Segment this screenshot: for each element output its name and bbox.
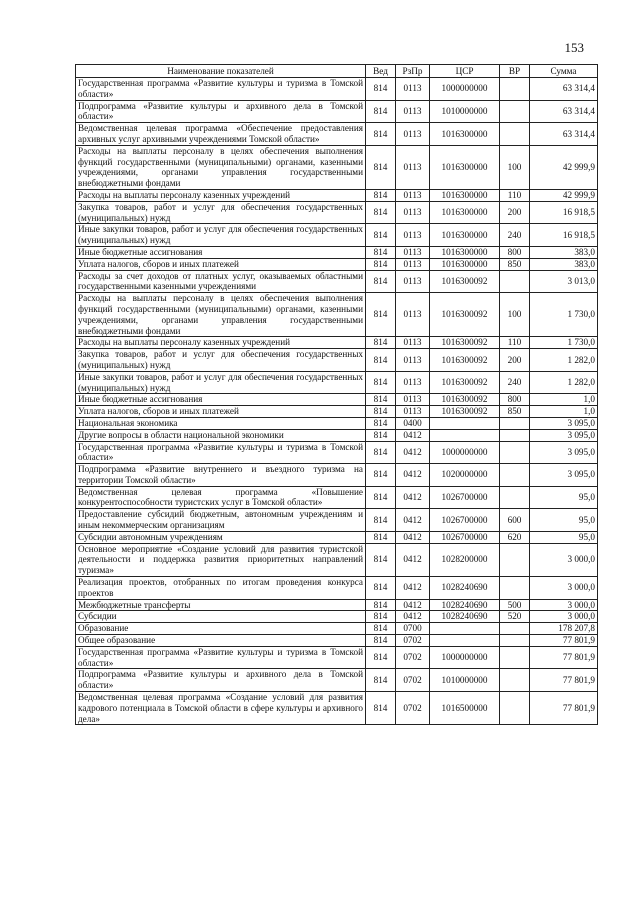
- cell-name: Реализация проектов, отобранных по итогам проведения конкурса проектов: [76, 577, 366, 600]
- table-row: [76, 201, 598, 224]
- cell-rzpr: 0113: [396, 78, 430, 101]
- cell-vr: [500, 123, 530, 146]
- cell-vr: [500, 646, 530, 669]
- cell-sum: 42 999,9: [530, 189, 598, 201]
- table-row: [76, 669, 598, 692]
- cell-name: Расходы на выплаты персоналу казенных учреждений: [76, 189, 366, 201]
- table-row: [76, 441, 598, 464]
- cell-ved: 814: [366, 635, 396, 647]
- cell-sum: 3 095,0: [530, 441, 598, 464]
- cell-name: Закупка товаров, работ и услуг для обеспечения государственных (муниципальных) нужд: [76, 349, 366, 372]
- cell-name: Субсидии автономным учреждениям: [76, 531, 366, 543]
- cell-ved: 814: [366, 270, 396, 293]
- cell-csr: 1000000000: [430, 441, 500, 464]
- cell-vr: 850: [500, 258, 530, 270]
- table-row: [76, 623, 598, 635]
- cell-rzpr: 0412: [396, 611, 430, 623]
- cell-name: Иные бюджетные ассигнования: [76, 394, 366, 406]
- cell-name: Иные закупки товаров, работ и услуг для обеспечения государственных (муниципальных) нужд: [76, 224, 366, 247]
- cell-sum: 3 095,0: [530, 417, 598, 429]
- cell-csr: 1016300092: [430, 394, 500, 406]
- cell-ved: 814: [366, 224, 396, 247]
- cell-sum: 178 207,8: [530, 623, 598, 635]
- table-row: [76, 611, 598, 623]
- table-row: [76, 337, 598, 349]
- cell-ved: 814: [366, 293, 396, 337]
- cell-vr: [500, 669, 530, 692]
- cell-sum: 3 095,0: [530, 429, 598, 441]
- cell-sum: 16 918,5: [530, 201, 598, 224]
- cell-vr: [500, 692, 530, 725]
- cell-rzpr: 0412: [396, 599, 430, 611]
- cell-name: Субсидии: [76, 611, 366, 623]
- cell-name: Государственная программа «Развитие культуры и туризма в Томской области»: [76, 78, 366, 101]
- cell-sum: 63 314,4: [530, 123, 598, 146]
- cell-csr: 1016300092: [430, 349, 500, 372]
- cell-rzpr: 0113: [396, 189, 430, 201]
- cell-ved: 814: [366, 246, 396, 258]
- table-row: [76, 692, 598, 725]
- table-row: [76, 635, 598, 647]
- cell-name: Межбюджетные трансферты: [76, 599, 366, 611]
- cell-sum: 77 801,9: [530, 646, 598, 669]
- cell-vr: 520: [500, 611, 530, 623]
- cell-vr: [500, 577, 530, 600]
- table-row: [76, 78, 598, 101]
- table-row: [76, 599, 598, 611]
- cell-rzpr: 0113: [396, 337, 430, 349]
- cell-ved: 814: [366, 406, 396, 418]
- cell-rzpr: 0113: [396, 123, 430, 146]
- cell-name: Расходы на выплаты персоналу в целях обеспечения выполнения функций государственными (муниципальными) органами, казенными учреждениями, органами управления государственными внебюджетными фондами: [76, 145, 366, 189]
- table-row: [76, 371, 598, 394]
- cell-vr: 600: [500, 509, 530, 532]
- cell-csr: [430, 623, 500, 635]
- cell-name: Другие вопросы в области национальной экономики: [76, 429, 366, 441]
- cell-rzpr: 0702: [396, 635, 430, 647]
- cell-ved: 814: [366, 441, 396, 464]
- cell-rzpr: 0113: [396, 145, 430, 189]
- cell-sum: 3 000,0: [530, 599, 598, 611]
- cell-vr: 200: [500, 349, 530, 372]
- header-name: Наименование показателей: [76, 65, 366, 78]
- table-row: [76, 394, 598, 406]
- cell-vr: 240: [500, 224, 530, 247]
- page-number: 153: [564, 40, 584, 55]
- cell-csr: 1026700000: [430, 509, 500, 532]
- cell-name: Подпрограмма «Развитие культуры и архивного дела в Томской области»: [76, 669, 366, 692]
- table-row: [76, 646, 598, 669]
- cell-name: Государственная программа «Развитие культуры и туризма в Томской области»: [76, 441, 366, 464]
- table-row: [76, 531, 598, 543]
- cell-ved: 814: [366, 394, 396, 406]
- cell-name: Ведомственная целевая программа «Обеспечение предоставления архивных услуг архивными учреждениями Томской области»: [76, 123, 366, 146]
- cell-name: Национальная экономика: [76, 417, 366, 429]
- cell-vr: 850: [500, 406, 530, 418]
- cell-sum: 63 314,4: [530, 78, 598, 101]
- cell-sum: 1 730,0: [530, 337, 598, 349]
- cell-name: Уплата налогов, сборов и иных платежей: [76, 258, 366, 270]
- cell-name: Ведомственная целевая программа «Повышение конкурентоспособности туристских услуг в Томской области»: [76, 486, 366, 509]
- cell-vr: [500, 78, 530, 101]
- cell-rzpr: 0113: [396, 246, 430, 258]
- header-sum: Сумма: [530, 65, 598, 78]
- cell-name: Ведомственная целевая программа «Создание условий для развития кадрового потенциала в Томской области в сфере культуры и архивного дела»: [76, 692, 366, 725]
- cell-ved: 814: [366, 417, 396, 429]
- cell-ved: 814: [366, 78, 396, 101]
- cell-vr: [500, 429, 530, 441]
- cell-rzpr: 0113: [396, 371, 430, 394]
- cell-csr: 1016300000: [430, 246, 500, 258]
- cell-csr: 1016500000: [430, 692, 500, 725]
- cell-csr: 1028240690: [430, 611, 500, 623]
- cell-csr: 1016300092: [430, 293, 500, 337]
- cell-csr: 1016300000: [430, 258, 500, 270]
- table-row: [76, 429, 598, 441]
- cell-name: Предоставление субсидий бюджетным, автономным учреждениям и иным некоммерческим организациям: [76, 509, 366, 532]
- cell-csr: 1000000000: [430, 78, 500, 101]
- cell-vr: 240: [500, 371, 530, 394]
- cell-rzpr: 0113: [396, 100, 430, 123]
- cell-csr: [430, 635, 500, 647]
- budget-table: [75, 64, 598, 725]
- cell-ved: 814: [366, 464, 396, 487]
- cell-sum: 77 801,9: [530, 669, 598, 692]
- cell-ved: 814: [366, 349, 396, 372]
- cell-ved: 814: [366, 543, 396, 576]
- table-row: [76, 270, 598, 293]
- cell-csr: 1016300092: [430, 406, 500, 418]
- cell-sum: 16 918,5: [530, 224, 598, 247]
- cell-sum: 1 730,0: [530, 293, 598, 337]
- cell-sum: 383,0: [530, 258, 598, 270]
- table-row: [76, 406, 598, 418]
- cell-sum: 1 282,0: [530, 371, 598, 394]
- cell-name: Закупка товаров, работ и услуг для обеспечения государственных (муниципальных) нужд: [76, 201, 366, 224]
- cell-ved: 814: [366, 623, 396, 635]
- cell-rzpr: 0412: [396, 531, 430, 543]
- cell-rzpr: 0113: [396, 394, 430, 406]
- cell-csr: 1028240690: [430, 599, 500, 611]
- cell-vr: [500, 464, 530, 487]
- cell-rzpr: 0412: [396, 429, 430, 441]
- cell-csr: [430, 417, 500, 429]
- cell-vr: 800: [500, 394, 530, 406]
- cell-sum: 42 999,9: [530, 145, 598, 189]
- cell-ved: 814: [366, 429, 396, 441]
- cell-rzpr: 0412: [396, 441, 430, 464]
- cell-sum: 63 314,4: [530, 100, 598, 123]
- cell-rzpr: 0412: [396, 577, 430, 600]
- cell-sum: 1 282,0: [530, 349, 598, 372]
- cell-csr: 1026700000: [430, 486, 500, 509]
- cell-rzpr: 0113: [396, 270, 430, 293]
- cell-vr: 800: [500, 246, 530, 258]
- table-row: [76, 577, 598, 600]
- cell-vr: 110: [500, 337, 530, 349]
- cell-ved: 814: [366, 258, 396, 270]
- cell-ved: 814: [366, 201, 396, 224]
- cell-ved: 814: [366, 611, 396, 623]
- cell-rzpr: 0412: [396, 464, 430, 487]
- cell-csr: 1016300000: [430, 224, 500, 247]
- table-row: [76, 100, 598, 123]
- cell-ved: 814: [366, 486, 396, 509]
- cell-vr: [500, 543, 530, 576]
- cell-sum: 95,0: [530, 531, 598, 543]
- cell-ved: 814: [366, 100, 396, 123]
- cell-rzpr: 0113: [396, 258, 430, 270]
- cell-csr: 1016300000: [430, 123, 500, 146]
- header-rzpr: РзПр: [396, 65, 430, 78]
- cell-sum: 77 801,9: [530, 692, 598, 725]
- cell-csr: 1026700000: [430, 531, 500, 543]
- table-row: [76, 417, 598, 429]
- cell-rzpr: 0113: [396, 293, 430, 337]
- cell-name: Подпрограмма «Развитие культуры и архивного дела в Томской области»: [76, 100, 366, 123]
- cell-ved: 814: [366, 692, 396, 725]
- table-header-row: [76, 65, 598, 78]
- cell-name: Расходы на выплаты персоналу в целях обеспечения выполнения функций государственными (муниципальными) органами, казенными учреждениями, органами управления государственными внебюджетными фондами: [76, 293, 366, 337]
- header-csr: ЦСР: [430, 65, 500, 78]
- cell-csr: 1028200000: [430, 543, 500, 576]
- cell-name: Образование: [76, 623, 366, 635]
- table-row: [76, 224, 598, 247]
- cell-rzpr: 0702: [396, 646, 430, 669]
- cell-vr: [500, 100, 530, 123]
- table-row: [76, 486, 598, 509]
- cell-name: Иные закупки товаров, работ и услуг для обеспечения государственных (муниципальных) нужд: [76, 371, 366, 394]
- cell-sum: 383,0: [530, 246, 598, 258]
- cell-name: Подпрограмма «Развитие внутреннего и въездного туризма на территории Томской области»: [76, 464, 366, 487]
- cell-vr: [500, 417, 530, 429]
- cell-sum: 77 801,9: [530, 635, 598, 647]
- table-row: [76, 123, 598, 146]
- cell-sum: 95,0: [530, 486, 598, 509]
- cell-vr: [500, 270, 530, 293]
- cell-name: Иные бюджетные ассигнования: [76, 246, 366, 258]
- cell-csr: 1028240690: [430, 577, 500, 600]
- cell-ved: 814: [366, 531, 396, 543]
- cell-ved: 814: [366, 145, 396, 189]
- cell-vr: [500, 635, 530, 647]
- cell-name: Расходы за счет доходов от платных услуг, оказываемых областными государственными казенными учреждениями: [76, 270, 366, 293]
- cell-vr: 500: [500, 599, 530, 611]
- cell-rzpr: 0700: [396, 623, 430, 635]
- cell-rzpr: 0412: [396, 486, 430, 509]
- cell-csr: 1016300092: [430, 371, 500, 394]
- cell-ved: 814: [366, 599, 396, 611]
- cell-rzpr: 0113: [396, 349, 430, 372]
- cell-sum: 3 000,0: [530, 577, 598, 600]
- table-row: [76, 258, 598, 270]
- cell-csr: 1016300092: [430, 270, 500, 293]
- cell-name: Уплата налогов, сборов и иных платежей: [76, 406, 366, 418]
- cell-csr: 1010000000: [430, 100, 500, 123]
- cell-sum: 3 095,0: [530, 464, 598, 487]
- header-ved: Вед: [366, 65, 396, 78]
- cell-vr: [500, 486, 530, 509]
- cell-ved: 814: [366, 189, 396, 201]
- cell-rzpr: 0412: [396, 543, 430, 576]
- cell-ved: 814: [366, 123, 396, 146]
- cell-rzpr: 0400: [396, 417, 430, 429]
- cell-ved: 814: [366, 646, 396, 669]
- cell-sum: 1,0: [530, 394, 598, 406]
- cell-ved: 814: [366, 669, 396, 692]
- cell-vr: 100: [500, 145, 530, 189]
- cell-rzpr: 0702: [396, 669, 430, 692]
- header-vr: ВР: [500, 65, 530, 78]
- cell-ved: 814: [366, 371, 396, 394]
- cell-csr: 1016300092: [430, 337, 500, 349]
- cell-sum: 3 013,0: [530, 270, 598, 293]
- cell-vr: 110: [500, 189, 530, 201]
- cell-rzpr: 0113: [396, 406, 430, 418]
- cell-vr: [500, 623, 530, 635]
- cell-name: Государственная программа «Развитие культуры и туризма в Томской области»: [76, 646, 366, 669]
- cell-vr: 100: [500, 293, 530, 337]
- table-row: [76, 189, 598, 201]
- cell-csr: 1016300000: [430, 145, 500, 189]
- table-row: [76, 509, 598, 532]
- cell-vr: 200: [500, 201, 530, 224]
- cell-sum: 3 000,0: [530, 611, 598, 623]
- cell-sum: 1,0: [530, 406, 598, 418]
- cell-sum: 95,0: [530, 509, 598, 532]
- cell-ved: 814: [366, 577, 396, 600]
- cell-csr: 1000000000: [430, 646, 500, 669]
- cell-csr: 1020000000: [430, 464, 500, 487]
- cell-csr: 1016300000: [430, 189, 500, 201]
- table-row: [76, 246, 598, 258]
- cell-rzpr: 0113: [396, 201, 430, 224]
- cell-csr: [430, 429, 500, 441]
- cell-csr: 1016300000: [430, 201, 500, 224]
- table-row: [76, 293, 598, 337]
- cell-ved: 814: [366, 337, 396, 349]
- cell-vr: 620: [500, 531, 530, 543]
- cell-sum: 3 000,0: [530, 543, 598, 576]
- cell-rzpr: 0113: [396, 224, 430, 247]
- cell-name: Основное мероприятие «Создание условий для развития туристской деятельности и поддержка развития приоритетных направлений туризма»: [76, 543, 366, 576]
- cell-rzpr: 0702: [396, 692, 430, 725]
- cell-rzpr: 0412: [396, 509, 430, 532]
- cell-name: Общее образование: [76, 635, 366, 647]
- cell-csr: 1010000000: [430, 669, 500, 692]
- cell-name: Расходы на выплаты персоналу казенных учреждений: [76, 337, 366, 349]
- table-row: [76, 349, 598, 372]
- table-row: [76, 145, 598, 189]
- cell-vr: [500, 441, 530, 464]
- table-row: [76, 543, 598, 576]
- cell-ved: 814: [366, 509, 396, 532]
- table-row: [76, 464, 598, 487]
